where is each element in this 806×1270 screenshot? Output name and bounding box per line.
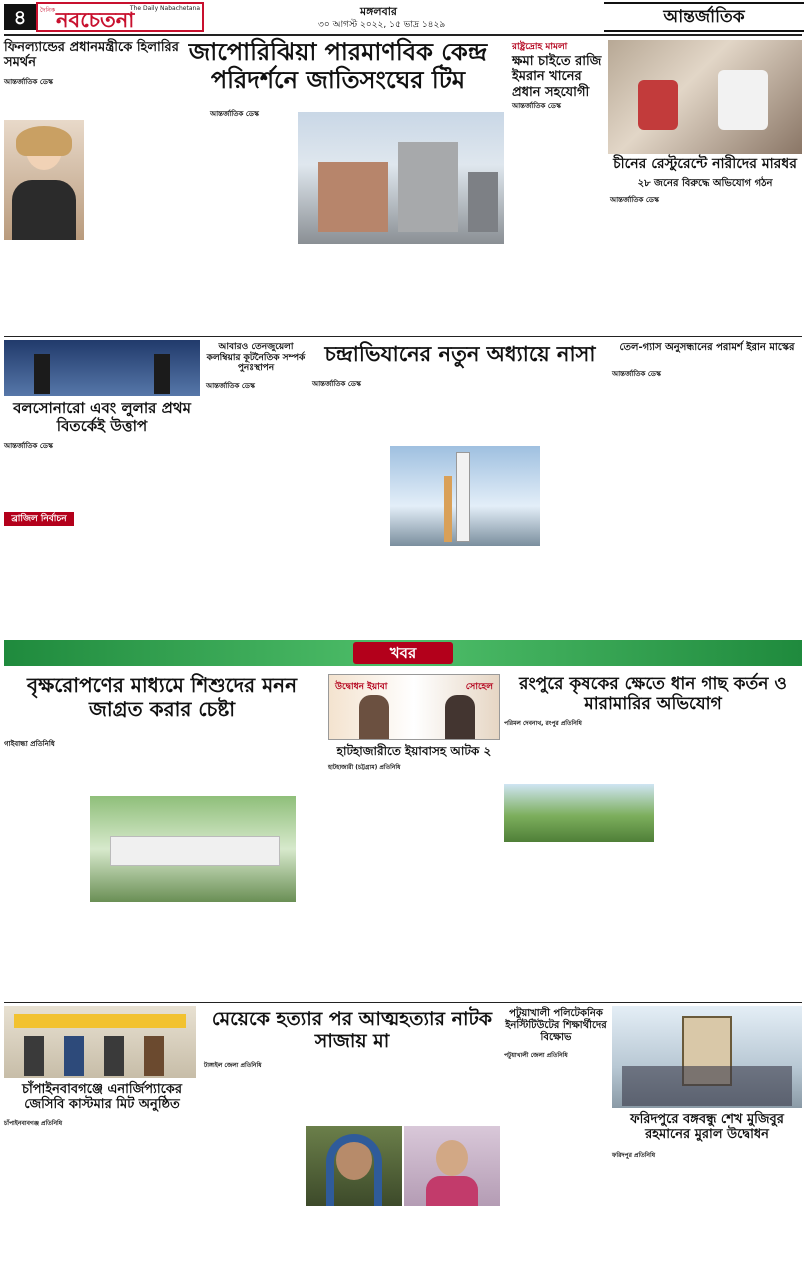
imran-kicker: রাষ্ট্রদ্রোহ মামলা bbox=[512, 42, 568, 52]
finland-headline: ফিনল্যান্ডের প্রধানমন্ত্রীকে হিলারির সমর্থন bbox=[4, 40, 179, 71]
news-banner bbox=[4, 640, 802, 666]
logo-main-text: নবচেতনা bbox=[56, 8, 135, 32]
iran-headline: তেল-গ্যাস অনুসন্ধানের পরামর্শ ইরান মাস্কের bbox=[619, 342, 795, 353]
header-date: ৩০ আগস্ট ২০২২, ১৫ ভাদ্র ১৪২৯ bbox=[318, 20, 446, 30]
iran-byline: আন্তর্জাতিক ডেস্ক bbox=[612, 370, 661, 378]
header-rule bbox=[4, 34, 802, 36]
argentina-headline: আবারও তেনজুয়েলা কলম্বিয়ার কূটনৈতিক সম্পর্ক পুনঃস্থাপন bbox=[206, 342, 306, 374]
tree-body-col1 bbox=[4, 748, 88, 904]
zapo-plant-photo bbox=[298, 112, 504, 244]
logo-english-text: The Daily Nabachetana bbox=[129, 5, 200, 12]
brazil-headline: বলসোনারো এবং লুলার প্রথম বিতর্কেই উত্তাপ bbox=[13, 399, 191, 435]
advertisement-box bbox=[328, 674, 500, 740]
brazil-debate-photo bbox=[4, 340, 200, 396]
logo-small-text: দৈনিক bbox=[40, 7, 56, 14]
zapo-headline: জাপোরিঝিয়া পারমাণবিক কেন্দ্র পরিদর্শনে জাতিসংঘের টিম bbox=[188, 38, 488, 95]
rangpur-body-col3 bbox=[658, 718, 802, 1000]
newspaper-logo bbox=[36, 2, 204, 32]
tree-body-col2 bbox=[90, 744, 194, 794]
nasa-body-col3-top bbox=[472, 388, 540, 444]
china-byline: আন্তর্জাতিক ডেস্ক bbox=[610, 196, 659, 204]
rangpur-headline: রংপুরে কৃষকের ক্ষেতে ধান গাছ কর্তন ও মারামারির অভিযোগ bbox=[519, 674, 787, 715]
mother-headline: মেয়েকে হত্যার পর আত্মহত্যার নাটক সাজায় মা bbox=[211, 1008, 493, 1053]
tree-body-bottom bbox=[4, 906, 298, 1000]
imran-byline: আন্তর্জাতিক ডেস্ক bbox=[512, 102, 561, 110]
yaba-body bbox=[328, 772, 500, 1000]
rangpur-body-col2 bbox=[504, 844, 654, 1000]
faridpur-byline: ফরিদপুর প্রতিনিধি bbox=[612, 1152, 656, 1159]
banner-label: খবর bbox=[353, 642, 453, 664]
chapai-event-photo bbox=[4, 1006, 196, 1078]
mother-body-col3 bbox=[408, 1070, 500, 1124]
nasa-rocket-photo bbox=[390, 446, 540, 546]
brazil-byline: আন্তর্জাতিক ডেস্ক bbox=[4, 442, 53, 450]
nasa-body-col2-bottom bbox=[390, 548, 606, 636]
mother-photo bbox=[306, 1126, 402, 1206]
rangpur-byline: পরিমল দেবনাথ, রংপুর প্রতিনিধি bbox=[504, 720, 582, 727]
zapo-byline: আন্তর্জাতিক ডেস্ক bbox=[210, 110, 259, 118]
poly-body bbox=[504, 1060, 608, 1266]
brazil-election-tag: ব্রাজিল নির্বাচন bbox=[4, 512, 74, 526]
nasa-body-col4 bbox=[542, 380, 606, 546]
finland-byline: আন্তর্জাতিক ডেস্ক bbox=[4, 78, 53, 86]
mother-body-col1 bbox=[204, 1070, 304, 1266]
poly-byline: পটুয়াখালী জেলা প্রতিনিধি bbox=[504, 1052, 568, 1059]
tree-headline: বৃক্ষরোপণের মাধ্যমে শিশুদের মনন জাগ্রত করার চেষ্টা bbox=[26, 673, 298, 721]
yaba-headline: হাটহাজারীতে ইয়াবাসহ আটক ২ bbox=[336, 744, 492, 758]
finland-pm-photo bbox=[4, 120, 84, 240]
nasa-byline: আন্তর্জাতিক ডেস্ক bbox=[312, 380, 361, 388]
chapai-byline: চাঁপাইনবাবগঞ্জ প্রতিনিধি bbox=[4, 1120, 63, 1127]
brazil-body-top bbox=[4, 450, 200, 510]
rangpur-body-col1 bbox=[504, 728, 654, 782]
china-body bbox=[608, 204, 802, 332]
row-rule-1 bbox=[4, 336, 802, 337]
tree-planting-photo bbox=[90, 796, 296, 902]
poly-headline: পটুয়াখালী পলিটেকনিক ইনস্টিটিউটের শিক্ষার্থীদের বিক্ষোভ bbox=[505, 1008, 607, 1043]
mother-body-col2 bbox=[306, 1070, 406, 1124]
tree-body-col3 bbox=[196, 744, 300, 794]
finland-body-side bbox=[88, 120, 204, 260]
row-rule-2 bbox=[4, 1002, 802, 1003]
china-headline: চীনের রেস্টুরেন্টে নারীদের মারধর bbox=[613, 156, 797, 172]
faridpur-headline: ফরিদপুরে বঙ্গবন্ধু শেখ মুজিবুর রহমানের মুরাল উদ্বোধন bbox=[630, 1112, 784, 1143]
page-number: ৪ bbox=[4, 4, 36, 30]
nasa-body-col1 bbox=[310, 388, 388, 636]
daughter-photo bbox=[404, 1126, 500, 1206]
argentina-body bbox=[204, 390, 308, 636]
mother-body-bottom bbox=[306, 1208, 500, 1266]
zapo-body-col1 bbox=[208, 118, 296, 328]
iran-body-col2 bbox=[708, 378, 802, 636]
faridpur-body bbox=[612, 1160, 802, 1266]
chapai-headline: চাঁপাইনবাবগঞ্জে এনার্জিপ্যাকের জেসিবি কাস্টমার মিট অনুষ্ঠিত bbox=[21, 1082, 183, 1113]
brazil-body-bottom bbox=[4, 528, 200, 636]
section-title: আন্তর্জাতিক bbox=[604, 2, 804, 32]
finland-body-bottom bbox=[4, 262, 204, 334]
imran-headline: ক্ষমা চাইতে রাজি ইমরান খানের প্রধান সহযোগী bbox=[512, 54, 602, 100]
nasa-body-col2-top bbox=[390, 388, 470, 444]
chapai-body bbox=[4, 1128, 200, 1266]
yaba-byline: হাটহাজারী (চট্টগ্রাম) প্রতিনিধি bbox=[328, 764, 401, 771]
china-subheadline: ২৮ জনের বিরুদ্ধে অভিযোগ গঠন bbox=[637, 178, 773, 189]
tree-byline: গাইবান্ধা প্রতিনিধি bbox=[4, 740, 55, 748]
argentina-byline: আন্তর্জাতিক ডেস্ক bbox=[206, 382, 255, 390]
nasa-headline: চন্দ্রাভিযানের নতুন অধ্যায়ে নাসা bbox=[324, 342, 596, 366]
ad-left-text: উদ্বোধন ইয়াবা bbox=[335, 682, 388, 692]
header-day: মঙ্গলবার bbox=[360, 5, 397, 18]
iran-body-col1 bbox=[612, 378, 706, 636]
ad-right-text: সোহেল bbox=[465, 682, 493, 692]
imran-body bbox=[510, 110, 604, 332]
china-restaurant-photo bbox=[608, 40, 802, 154]
mother-byline: টাঙ্গাইল জেলা প্রতিনিধি bbox=[204, 1062, 262, 1069]
faridpur-mural-photo bbox=[612, 1006, 802, 1108]
rangpur-field-photo bbox=[504, 784, 654, 842]
zapo-body-col2 bbox=[298, 246, 504, 330]
